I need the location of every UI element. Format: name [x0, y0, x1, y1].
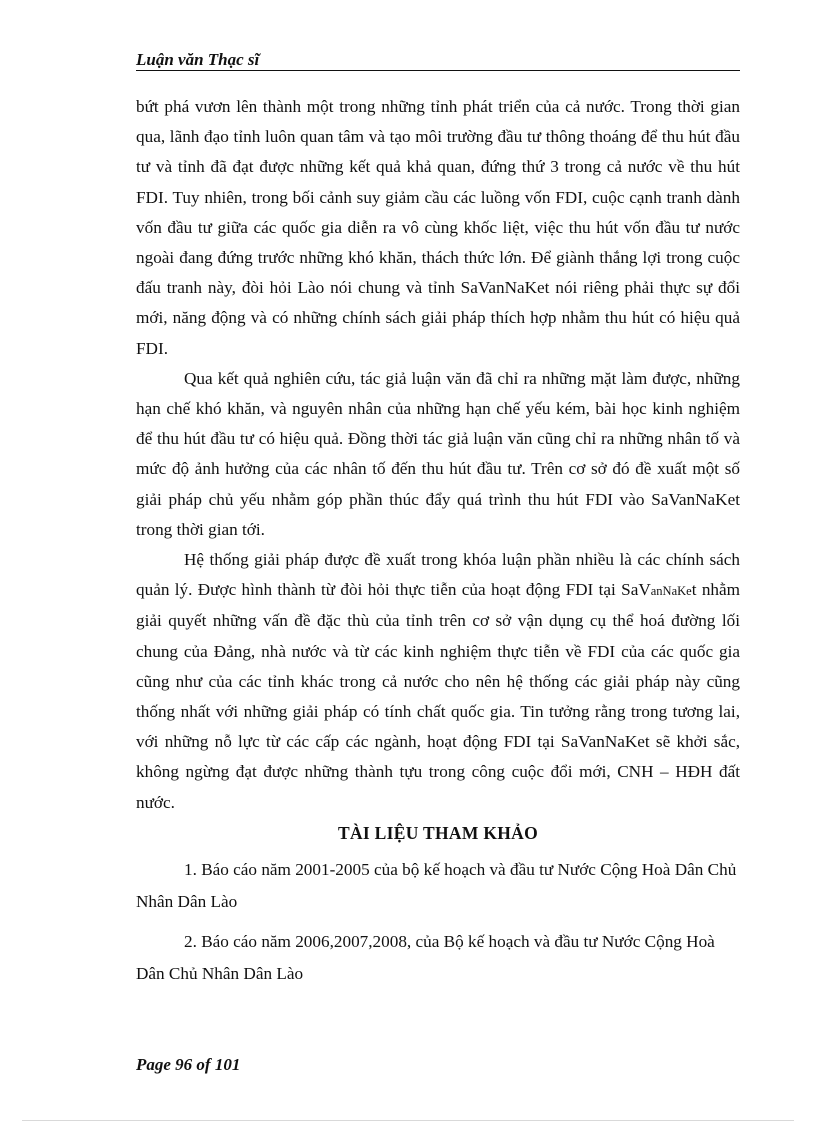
- header-rule: [136, 70, 740, 71]
- reference-item-1: 1. Báo cáo năm 2001-2005 của bộ kế hoạch và đầu tư Nước Cộng Hoà Dân Chủ Nhân Dân Lào: [136, 859, 737, 911]
- paragraph-3-text-end: t nhằm giải quyết những vấn đề đặc thù của tỉnh trên cơ sở vận dụng cụ thể hoá đường lối chung của Đảng, nhà nước và từ các kinh nghiệm thực tiễn về FDI của các quốc gia cũng như của các tỉnh khác trong cả nước cho nên hệ thống các giải pháp này cũng thống nhất với những giải pháp có tính chất quốc gia. Tin tưởng rằng trong tương lai, với những nỗ lực từ các cấp các ngành, hoạt động FDI tại SaVanNaKet sẽ khởi sắc, không ngừng đạt được những thành tựu trong công cuộc đổi mới, CNH – HĐH đất nước.: [136, 580, 741, 812]
- paragraph-1: bứt phá vươn lên thành một trong những tỉnh phát triển của cả nước. Trong thời gian qua, lãnh đạo tỉnh luôn quan tâm và tạo môi trường đầu tư thông thoáng để thu hút đầu tư và tỉnh đã đạt được những kết quả khả quan, đứng thứ 3 trong cả nước về thu hút FDI. Tuy nhiên, trong bối cảnh suy giảm cầu các luồng vốn FDI, cuộc cạnh tranh dành vốn đầu tư giữa các quốc gia diễn ra vô cùng khốc liệt, việc thu hút vốn đầu tư nước ngoài đang đứng trước những khó khăn, thách thức lớn. Để giành thắng lợi trong cuộc đấu tranh này, đòi hỏi Lào nói chung và tỉnh SaVanNaKet nói riêng phải thực sự đổi mới, năng động và có những chính sách giải pháp thích hợp nhằm thu hút có hiệu quả FDI.: [136, 97, 740, 358]
- paragraph-3: [136, 545, 740, 818]
- paragraph-3-text-start: Hệ thống giải pháp được đề xuất trong khóa luận phần nhiều là các chính sách quản lý. Được hình thành từ đòi hỏi thực tiễn của hoạt động FDI tại SaV: [136, 550, 740, 600]
- document-body: [136, 92, 740, 990]
- reference-item-2: 2. Báo cáo năm 2006,2007,2008, của Bộ kế hoạch và đầu tư Nước Cộng Hoà Dân Chủ Nhân Dân Lào: [136, 931, 715, 983]
- running-header-title: Luận văn Thạc sĩ: [136, 50, 260, 69]
- page-number-footer: Page 96 of 101: [136, 1055, 241, 1074]
- paragraph-3-small-run: anNaKe: [650, 584, 692, 599]
- page-bottom-rule: [22, 1120, 794, 1121]
- paragraph-2: Qua kết quả nghiên cứu, tác giả luận văn đã chỉ ra những mặt làm được, những hạn chế khó khăn, và nguyên nhân của những hạn chế yếu kém, bài học kinh nghiệm để thu hút đầu tư có hiệu quả. Đồng thời tác giả luận văn cũng chỉ ra những nhân tố và mức độ ảnh hưởng của các nhân tố đến thu hút đầu tư. Trên cơ sở đó đề xuất một số giải pháp chủ yếu nhằm góp phần thúc đẩy quá trình thu hút FDI vào SaVanNaKet trong thời gian tới.: [136, 368, 740, 539]
- references-heading: TÀI LIỆU THAM KHẢO: [337, 822, 539, 843]
